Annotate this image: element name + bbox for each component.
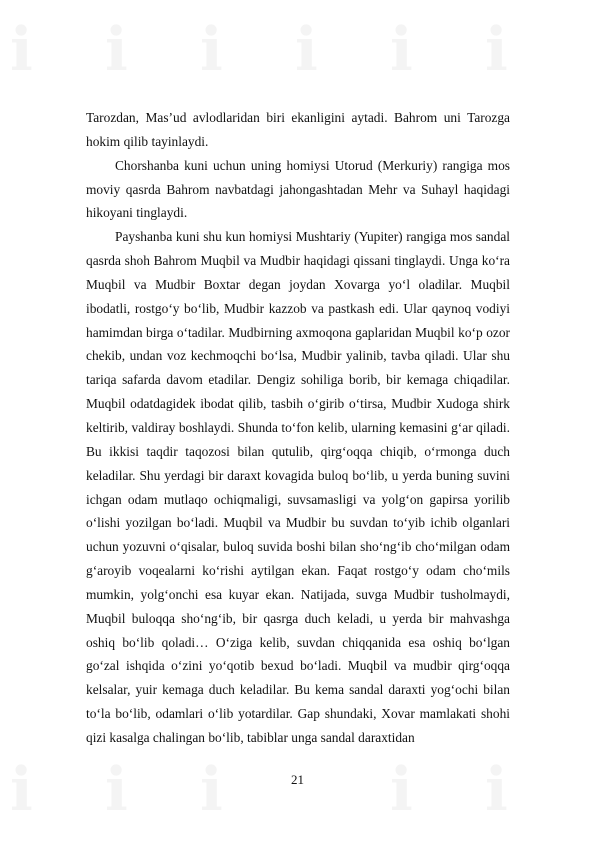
svg-text:ℹ: ℹ: [390, 15, 413, 85]
svg-text:ℹ: ℹ: [10, 15, 33, 85]
svg-text:ℹ: ℹ: [10, 755, 33, 825]
paragraph-1: Tarozdan, Mas’ud avlodlaridan biri ekanligini aytadi. Bahrom uni Tarozga hokim qilib tayinlaydi.: [86, 110, 510, 149]
svg-text:ℹ: ℹ: [390, 755, 413, 825]
svg-text:ℹ: ℹ: [200, 15, 223, 85]
document-body: [86, 106, 510, 750]
paragraph-3: Payshanba kuni shu kun homiysi Mushtariy (Yupiter) rangiga mos sandal qasrda shoh Bahrom Muqbil va Mudbir haqidagi qissani tinglaydi. Unga ko‘ra Muqbil va Mudbir Boxtar degan joydan Xovarga yo‘l oladilar. Muqbil ibodatli, rostgo‘y bo‘lib, Mudbir kazzob va pastkash edi. Ular qaynoq vodiyi hamimdan birga o‘tadilar. Mudbirning axmoqona gaplaridan Muqbil ko‘p ozor chekib, undan voz kechmoqchi bo‘lsa, Mudbir yalinib, tavba qiladi. Ular shu tariqa safarda davom etadilar. Dengiz sohiliga borib, bir kemaga chiqadilar. Muqbil odatdagidek ibodat qilib, tasbih o‘girib o‘tirsa, Mudbir Xudoga shirk keltirib, valdiray boshlaydi. Shunda to‘fon kelib, ularning kemasini g‘ar qiladi. Bu ikkisi taqdir taqozosi bilan qutulib, qirg‘oqqa chiqib, o‘rmonga duch keladilar. Shu yerdagi bir daraxt kovagida buloq bo‘lib, u yerda buning suvini ichgan odam mutlaqo ochiqmaligi, suvsamasligi va yolg‘on gapirsa yorilib o‘lishi yozilgan bo‘ladi. Muqbil va Mudbir bu suvdan to‘yib ichib olganlari uchun yozuvni o‘qisalar, buloq suvida boshi bilan sho‘ng‘ib cho‘milgan odam g‘aroyib voqealarni ko‘rishi aytilgan ekan. Faqat rostgo‘y odam cho‘mils mumkin, yolg‘onchi esa kuyar ekan. Natijada, suvga Mudbir tusholmaydi, Muqbil buloqqa sho‘ng‘ib, bir qasrga duch keladi, u yerda bir mahvashga oshiq bo‘lib qoladi… O‘ziga kelib, suvdan chiqqanida esa oshiq bo‘lgan go‘zal ishqida o‘zini yo‘qotib bexud bo‘ladi. Muqbil va mudbir qirg‘oqqa kelsalar, yuir kemaga duch keladilar. Bu kema sandal daraxti yog‘ochi bilan to‘la bo‘lib, odamlari o‘lib yotardilar. Gap shundaki, Xovar mamlakati shohi qizi kasalga chalingan bo‘lib, tabiblar unga sandal daraxtidan: [86, 229, 510, 745]
svg-text:ℹ: ℹ: [200, 755, 223, 825]
page-number: 21: [291, 772, 304, 787]
svg-text:ℹ: ℹ: [485, 15, 508, 85]
svg-text:ℹ: ℹ: [105, 755, 128, 825]
svg-text:ℹ: ℹ: [105, 15, 128, 85]
paragraph-2: Chorshanba kuni uchun uning homiysi Utorud (Merkuriy) rangiga mos moviy qasrda Bahrom navbatdagi jahongashtadan Mehr va Suhayl haqidagi hikoyani tinglaydi.: [86, 157, 510, 221]
svg-text:ℹ: ℹ: [295, 15, 318, 85]
svg-text:ℹ: ℹ: [485, 755, 508, 825]
